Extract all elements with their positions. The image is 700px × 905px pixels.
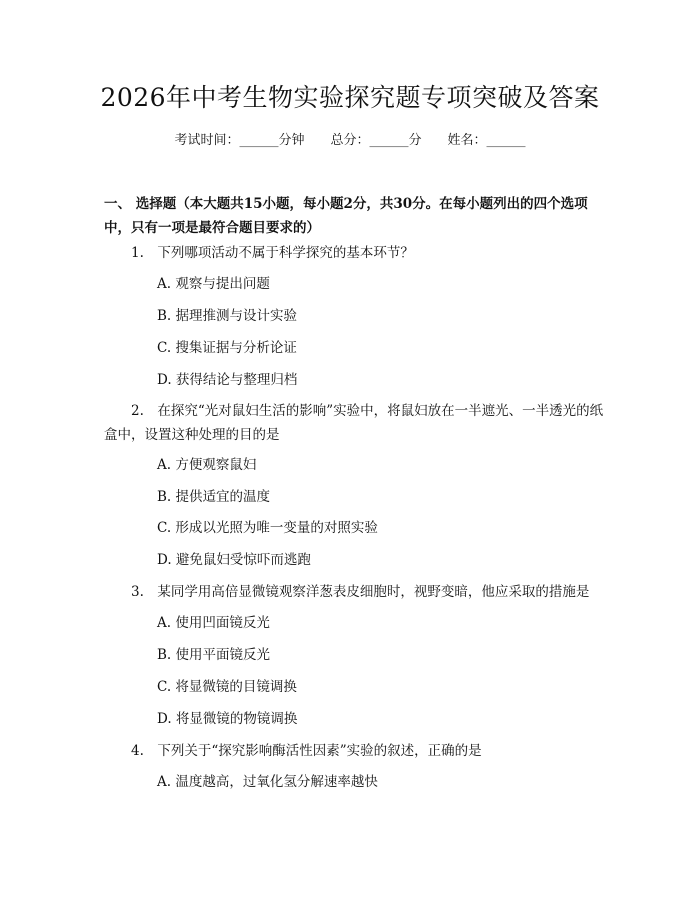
option-3c: C. 将显微镜的目镜调换 xyxy=(157,679,297,695)
question-2 xyxy=(104,399,604,447)
option-3d: D. 将显微镜的物镜调换 xyxy=(157,711,298,727)
option-1c: C. 搜集证据与分析论证 xyxy=(157,340,297,356)
question-stem: 1. 下列哪项活动不属于科学探究的基本环节？ xyxy=(131,245,414,261)
question-3 xyxy=(104,580,604,604)
section-heading: 一、 选择题（本大题共15小题，每小题2分，共30分。在每小题列出的四个选项中，只有一项是最符合题目要求的） xyxy=(104,196,588,236)
question-stem: 2. 在探究“光对鼠妇生活的影响”实验中，将鼠妇放在一半遮光、一半透光的纸盒中，设置这种处理的目的是 xyxy=(104,403,604,443)
option-3a: A. 使用凹面镜反光 xyxy=(157,615,270,631)
option-1a: A. 观察与提出问题 xyxy=(157,276,270,292)
option-2d: D. 避免鼠妇受惊吓而逃跑 xyxy=(157,552,311,568)
option-4a: A. 温度越高，过氧化氢分解速率越快 xyxy=(157,774,378,790)
option-2b: B. 提供适宜的温度 xyxy=(157,489,271,505)
question-4 xyxy=(104,739,604,763)
exam-info-line xyxy=(0,131,700,151)
option-2a: A. 方便观察鼠妇 xyxy=(157,457,257,473)
option-1d: D. 获得结论与整理归档 xyxy=(157,372,298,388)
option-1b: B. 据理推测与设计实验 xyxy=(157,308,298,324)
page-title: 2026年中考生物实验探究题专项突破及答案 xyxy=(100,83,600,112)
option-3b: B. 使用平面镜反光 xyxy=(157,647,271,663)
question-stem: 3. 某同学用高倍显微镜观察洋葱表皮细胞时，视野变暗，他应采取的措施是 xyxy=(131,584,590,600)
total-score-field: 总分：______分 xyxy=(330,133,422,148)
question-1 xyxy=(104,241,604,265)
student-name-field: 姓名：______ xyxy=(447,133,526,148)
exam-time-field: 考试时间：______分钟 xyxy=(174,133,305,148)
option-2c: C. 形成以光照为唯一变量的对照实验 xyxy=(157,520,378,536)
question-stem: 4. 下列关于“探究影响酶活性因素”实验的叙述，正确的是 xyxy=(131,743,482,759)
